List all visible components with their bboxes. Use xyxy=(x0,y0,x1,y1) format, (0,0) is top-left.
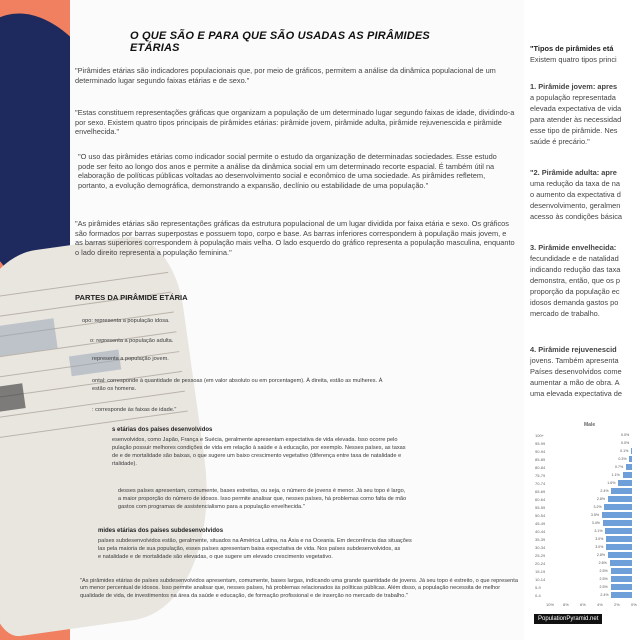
male-bar-value: 2.4% xyxy=(600,593,609,597)
age-label: 80-84 xyxy=(535,465,546,470)
x-tick-label: 10% xyxy=(546,602,555,607)
jovem-line-2: elevada expectativa de vida xyxy=(530,104,622,113)
developed-line-1: esenvolvidos, como Japão, França e Suécia, geralmente apresentam expectativa de vida elevada. Isso ocorre pelo xyxy=(112,437,398,443)
part-base: representa a população jovem. xyxy=(92,356,169,362)
male-bar xyxy=(608,552,632,558)
x-tick-label: 2% xyxy=(614,602,620,607)
adulta-line-1: uma redução da taxa de na xyxy=(530,179,620,188)
male-bar-value: 3.2% xyxy=(593,505,602,509)
developed-line-6: a maior proporção do número de idosos. Isso permite analisar que, nesses países, há problemas como falta de mão xyxy=(118,496,407,502)
adulta-line-4: acesso às condições básica xyxy=(530,212,623,221)
x-tick-label: 4% xyxy=(597,602,603,607)
underdeveloped-paragraph: "As pirâmides etárias de países subdesenvolvidos apresentam, comumente, bases largas, indicando uma grande quantidade de jovens. Já seu topo é estreito, o que representa um menor percentual de idosos. Isso permite analisar que, nesses países, há problemas relacionados às políticas públicas. Além disso, a população necessita de melhor qualidade de vida, de investimentos na área da saúde e educação, de formação profissional e de inserção no mercado de trabalho." xyxy=(80,578,518,599)
jovem-line-0: 1. Pirâmide jovem: apres xyxy=(530,82,618,91)
male-bar-value: 0.3% xyxy=(618,457,627,461)
adulta-line-3: desenvolvimento, geralmen xyxy=(530,201,621,210)
developed-heading: s etárias dos países desenvolvidos xyxy=(112,427,213,433)
developed-line-2: pulação possuir melhores condições de vida em relação à saúde e à educação, por exemplo. Nesses países, as taxas xyxy=(112,445,406,451)
envelhecida-line-2: indicando redução das taxa xyxy=(530,265,621,274)
male-bar-value: 0.0% xyxy=(621,433,630,437)
age-label: 70-74 xyxy=(535,481,546,486)
male-bar xyxy=(629,456,632,462)
male-bar-value: 2.5% xyxy=(599,577,608,581)
male-bar xyxy=(611,488,632,494)
intro-paragraph-1: "Pirâmides etárias são indicadores populacionais que, por meio de gráficos, permitem a análise da dinâmica populacional de um determinado lugar segundo faixas etárias e de sexo." xyxy=(75,66,496,85)
male-bar-value: 0.7% xyxy=(614,465,624,469)
male-bar-value: 2.5% xyxy=(599,585,608,589)
underdeveloped-line-2: las pela maioria de sua população, esses países apresentam baixa expectativa de vida. Nos países subdesenvolvidos, as xyxy=(98,546,401,552)
rejuvenescida-line-0: 4. Pirâmide rejuvenescid xyxy=(530,345,617,354)
male-bar xyxy=(602,512,632,518)
rejuvenescida-line-4: uma elevada expectativa de xyxy=(530,389,623,398)
age-label: 95-99 xyxy=(535,441,546,446)
male-bar-value: 2.5% xyxy=(599,569,608,573)
jovem-line-4: esse tipo de pirâmide. Nes xyxy=(530,126,618,135)
adulta-line-0: "2. Pirâmide adulta: apre xyxy=(530,168,617,177)
x-tick-label: 6% xyxy=(580,602,586,607)
brand-label: PopulationPyramid.net xyxy=(534,614,602,624)
male-bar xyxy=(605,528,632,534)
age-label: 40-44 xyxy=(535,529,546,534)
age-label: 10-14 xyxy=(535,577,546,582)
age-label: 60-64 xyxy=(535,497,546,502)
age-label: 0-4 xyxy=(535,593,541,598)
chart-title: Male xyxy=(584,422,596,428)
male-bar-value: 2.8% xyxy=(596,497,606,501)
male-bar-value: 3.0% xyxy=(595,537,604,541)
developed-line-4: rtalidade). xyxy=(112,461,137,467)
part-topo: opo: representa a população idosa. xyxy=(82,318,170,324)
underdeveloped-line-3: e natalidade e de mortalidade são elevadas, o que sugere um elevado crescimento vegetativo. xyxy=(98,554,333,560)
envelhecida-line-0: 3. Pirâmide envelhecida: xyxy=(530,243,617,252)
age-label: 75-79 xyxy=(535,473,546,478)
male-bar xyxy=(623,472,632,478)
male-bar xyxy=(603,520,632,526)
envelhecida-line-6: mercado de trabalho. xyxy=(530,309,600,318)
age-label: 25-29 xyxy=(535,553,546,558)
male-bar xyxy=(611,592,632,598)
envelhecida-line-5: idosos demanda gastos po xyxy=(530,298,619,307)
male-bar xyxy=(611,568,633,574)
x-tick-label: 8% xyxy=(563,602,569,607)
male-bar-value: 2.4% xyxy=(600,489,609,493)
age-label: 5-9 xyxy=(535,585,541,590)
male-bar-value: 1.1% xyxy=(611,473,620,477)
intro-paragraph-2: "Estas constituem representações gráficas que organizam a população de um determinado lugar segundo faixas de idade, dividindo-a por sexo. Existem quatro tipos principais de pirâmides etárias: pirâmide jovem, pirâmide adulta, pirâmide rejuvenescida e pirâmide envelhecida." xyxy=(75,108,515,137)
age-label: 90-94 xyxy=(535,449,546,454)
developed-line-3: de e de mortalidade são baixas, o que sugere um baixo crescimento vegetativo (diferença entre taxa de natalidade e xyxy=(112,453,402,459)
jovem-line-1: a população representada xyxy=(530,93,616,102)
age-label: 65-69 xyxy=(535,489,546,494)
male-bar-value: 3.0% xyxy=(595,545,604,549)
envelhecida-line-3: demonstra, então, que os p xyxy=(530,276,620,285)
jovem-line-3: para atender às necessidad xyxy=(530,115,622,124)
envelhecida-line-1: fecundidade e de natalidad xyxy=(530,254,619,263)
male-bar xyxy=(606,536,632,542)
male-bar xyxy=(610,560,632,566)
age-label: 45-49 xyxy=(535,521,546,526)
age-label: 30-34 xyxy=(535,545,546,550)
male-bar xyxy=(626,464,632,470)
part-eixo-vertical: : corresponde às faixas de idade." xyxy=(92,407,177,413)
male-bar-value: 2.6% xyxy=(598,561,607,565)
rejuvenescida-line-2: Países desenvolvidos come xyxy=(530,367,622,376)
age-label: 50-54 xyxy=(535,513,546,518)
jovem-line-5: saúde é precário." xyxy=(530,137,590,146)
rejuvenescida-line-3: aumentar a mão de obra. A xyxy=(530,378,620,387)
page-title: O QUE SÃO E PARA QUE SÃO USADAS AS PIRÂMIDES ETÁRIAS xyxy=(130,30,430,54)
male-bar xyxy=(608,496,632,502)
age-label: 55-59 xyxy=(535,505,546,510)
parts-heading: PARTES DA PIRÂMIDE ETÁRIA xyxy=(75,293,188,302)
male-bar xyxy=(611,584,633,590)
age-label: 100+ xyxy=(535,433,545,438)
intro-paragraph-4: "As pirâmides etárias são representações gráficas da estrutura populacional de um lugar dividida por faixa etária e sexo. Os gráficos são formados por barras superpostas e possuem topo, corpo e base. As barras inferiores correspondem à população mais jovem, e as barras superiores correspondem à população mais velha. O lado esquerdo do gráfico representa a população masculina, enquanto o lado direito representa a população feminina." xyxy=(75,219,515,257)
age-label: 15-19 xyxy=(535,569,546,574)
x-tick-label: 0% xyxy=(631,602,637,607)
document-sheet-right xyxy=(524,0,640,640)
rejuvenescida-line-1: jovens. Também apresenta xyxy=(530,356,619,365)
male-bar-value: 3.4% xyxy=(591,521,600,525)
adulta-line-2: o aumento da expectativa d xyxy=(530,190,621,199)
male-bar-value: 1.6% xyxy=(607,481,616,485)
types-heading: "Tipos de pirâmides etá xyxy=(530,44,614,53)
male-bar-value: 2.8% xyxy=(596,553,606,557)
types-subtitle: Existem quatro tipos princi xyxy=(530,55,617,64)
intro-paragraph-3: "O uso das pirâmides etárias como indicador social permite o estudo da organização de determinadas sociedades. Esse estudo pode ser feito ao longo dos anos e permite a análise da dinâmica social em um determinado recorte espacial. É também útil na elaboração de políticas públicas voltadas ao desenvolvimento social e econômico de uma sociedade. As pirâmides refletem, portanto, a evolução demográfica, demonstrando a expansão, declínio ou estabilidade de uma população." xyxy=(78,152,497,190)
male-bar xyxy=(631,448,632,454)
age-label: 20-24 xyxy=(535,561,546,566)
population-pyramid-chart xyxy=(534,418,640,618)
male-bar-value: 0.1% xyxy=(620,449,629,453)
underdeveloped-heading: mides etárias dos países subdesenvolvidos xyxy=(98,528,224,534)
developed-line-7: gastos com programas de assistencialismo para a população envelhecida." xyxy=(118,504,305,510)
part-corpo: o: representa a população adulta. xyxy=(90,338,174,344)
age-label: 85-89 xyxy=(535,457,546,462)
envelhecida-line-4: proporção da população ec xyxy=(530,287,620,296)
male-bar-value: 3.1% xyxy=(594,529,603,533)
male-bar-value: 3.5% xyxy=(590,513,600,517)
male-bar-value: 0.0% xyxy=(621,441,630,445)
developed-line-5: desses países apresentam, comumente, bases estreitas, ou seja, o número de jovens é menor. Já seu topo é largo, xyxy=(118,488,406,494)
male-bar xyxy=(618,480,632,486)
male-bar xyxy=(604,504,632,510)
male-bar xyxy=(611,576,633,582)
part-eixo-horizontal-cont: estão os homens. xyxy=(92,386,137,392)
male-bar xyxy=(606,544,632,550)
age-label: 35-39 xyxy=(535,537,546,542)
underdeveloped-line-1: países subdesenvolvidos estão, geralmente, situados na América Latina, na Ásia e na Oceania. Em decorrência das situações xyxy=(98,538,412,544)
part-eixo-horizontal: ontal: corresponde à quantidade de pessoas (em valor absoluto ou em porcentagem). À direita, estão as mulheres. À xyxy=(92,378,383,384)
